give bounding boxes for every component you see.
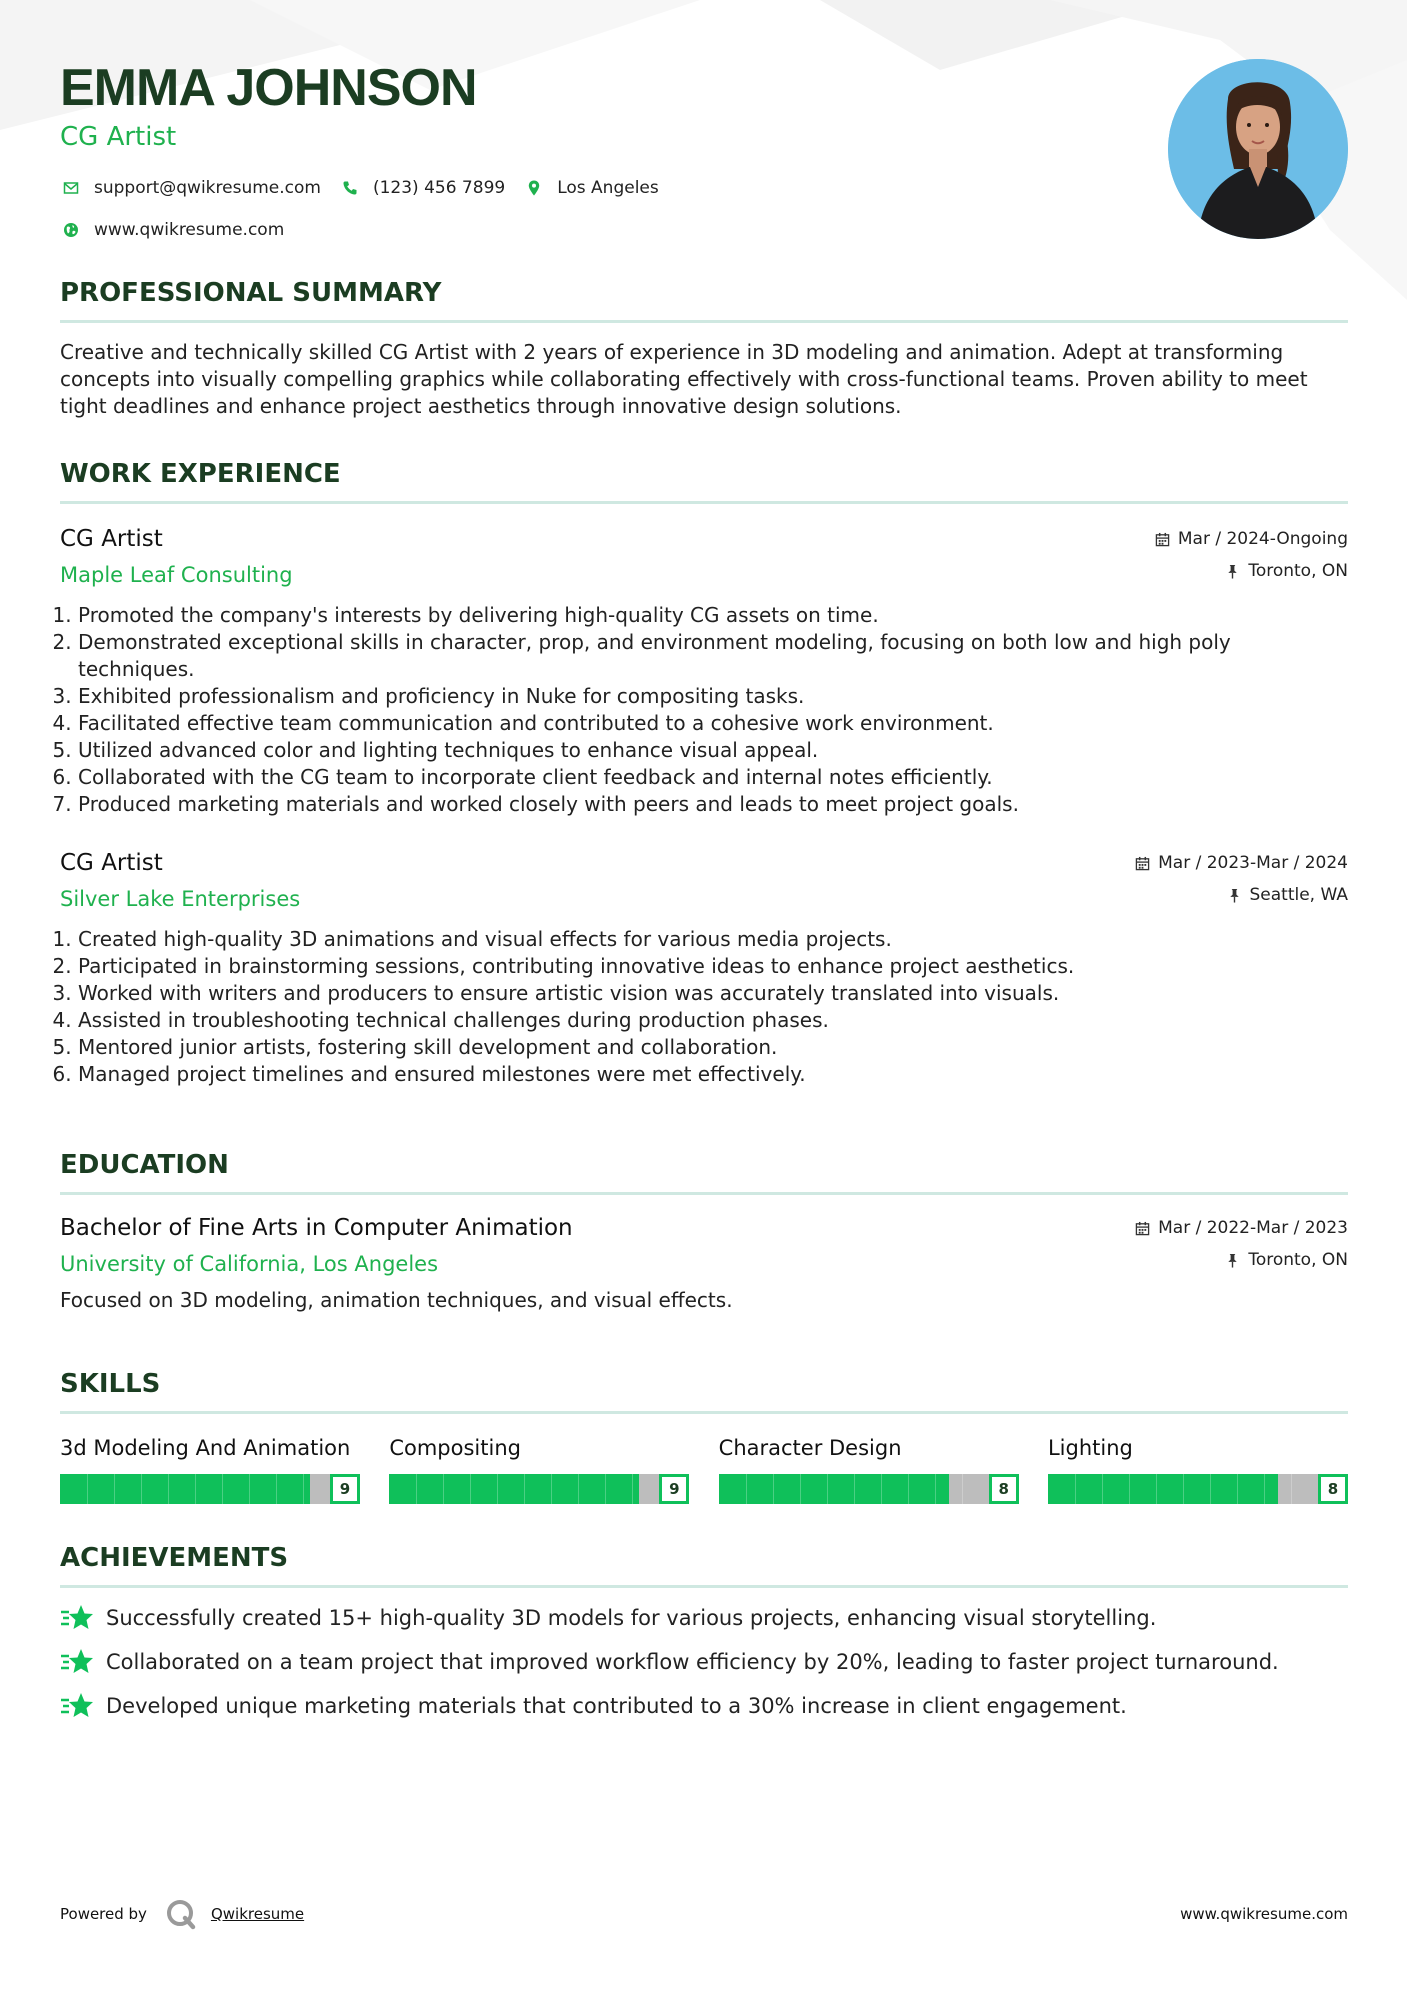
- pushpin-icon: [1225, 1253, 1240, 1268]
- job-role: [60, 524, 293, 590]
- skills-list: [60, 1434, 1348, 1504]
- list-item: 3. Worked with writers and producers to ensure artistic vision was accurately translated into visuals.: [78, 980, 1348, 1007]
- skill-bar-segment: [497, 1474, 498, 1504]
- skill-bar: [1048, 1474, 1348, 1504]
- skill-bar-segment: [854, 1474, 855, 1504]
- pushpin-icon: [1227, 888, 1242, 903]
- skill-name: Lighting: [1047, 1436, 1133, 1460]
- education-location-text: Toronto, ON: [1248, 1250, 1348, 1270]
- job-company: Silver Lake Enterprises: [60, 887, 301, 911]
- skill-bar-segment: [114, 1474, 115, 1504]
- job-location-text: Toronto, ON: [1248, 561, 1348, 581]
- skill-bar-segment: [222, 1474, 223, 1504]
- candidate-name: EMMA JOHNSON: [60, 59, 477, 117]
- achievement-text: Developed unique marketing materials that contributed to a 30% increase in client engagement.: [106, 1694, 1127, 1718]
- skill-bar-segment: [1183, 1474, 1184, 1504]
- skill-bar: [389, 1474, 689, 1504]
- education-description: Focused on 3D modeling, animation techniques, and visual effects.: [60, 1288, 733, 1312]
- email-text: support@qwikresume.com: [94, 178, 321, 198]
- header: [60, 58, 1160, 242]
- skill-bar-segment: [908, 1474, 909, 1504]
- education-location: [1135, 1245, 1348, 1275]
- skill-bar-segment: [524, 1474, 525, 1504]
- skill-item: [719, 1434, 1019, 1504]
- map-pin-icon: [523, 177, 545, 199]
- skill-bar-fill: [1048, 1474, 1278, 1504]
- calendar-icon: [1135, 856, 1150, 871]
- skill-bar-segment: [87, 1474, 88, 1504]
- job-company: Maple Leaf Consulting: [60, 563, 293, 587]
- skill-name: Character Design: [718, 1436, 902, 1460]
- job-dates-text: Mar / 2023-Mar / 2024: [1158, 853, 1348, 873]
- job-entry-1: [60, 524, 1348, 818]
- contact-email[interactable]: [60, 177, 321, 199]
- job-title: CG Artist: [60, 850, 163, 876]
- skill-bar-segment: [249, 1474, 250, 1504]
- location-text: Los Angeles: [557, 178, 659, 198]
- skill-level: 9: [659, 1474, 689, 1504]
- powered-by-label: Powered by: [60, 1905, 147, 1923]
- skill-bar-segment: [141, 1474, 142, 1504]
- star-icon: [60, 1691, 94, 1721]
- skill-name: Compositing: [389, 1436, 521, 1460]
- skill-item: [1048, 1434, 1348, 1504]
- list-item: [60, 1692, 1348, 1720]
- education-dates-text: Mar / 2022-Mar / 2023: [1158, 1218, 1348, 1238]
- skill-level: 8: [1318, 1474, 1348, 1504]
- qwikresume-logo-icon: [165, 1898, 197, 1930]
- education-header: [60, 1213, 1348, 1279]
- skill-bar-segment: [605, 1474, 606, 1504]
- contact-row-1: [60, 176, 1160, 200]
- skill-bar-segment: [470, 1474, 471, 1504]
- star-icon: [60, 1603, 94, 1633]
- contact-website[interactable]: [60, 219, 284, 241]
- skill-item: [389, 1434, 689, 1504]
- skill-bar-segment: [881, 1474, 882, 1504]
- skill-bar-segment: [1237, 1474, 1238, 1504]
- skill-bar-segment: [1291, 1474, 1292, 1504]
- job-header: [60, 524, 1348, 590]
- website-text: www.qwikresume.com: [94, 220, 285, 240]
- achievement-text: Collaborated on a team project that improved workflow efficiency by 20%, leading to faster project turnaround.: [106, 1650, 1279, 1674]
- skill-bar-segment: [1129, 1474, 1130, 1504]
- skill-bar: [719, 1474, 1019, 1504]
- skill-bar-segment: [632, 1474, 633, 1504]
- skill-bar-segment: [168, 1474, 169, 1504]
- education-meta: [1135, 1213, 1348, 1275]
- candidate-title: CG Artist: [60, 122, 177, 152]
- job-location: [1135, 880, 1348, 910]
- skill-bar-segment: [1264, 1474, 1265, 1504]
- skill-level: 9: [330, 1474, 360, 1504]
- education-entry: [60, 1213, 1348, 1314]
- education-degree: Bachelor of Fine Arts in Computer Animation: [60, 1215, 573, 1241]
- achievements-section: [60, 1541, 1348, 1720]
- skill-bar-segment: [827, 1474, 828, 1504]
- skill-item: [60, 1434, 360, 1504]
- list-item: 4. Assisted in troubleshooting technical challenges during production phases.: [78, 1007, 1348, 1034]
- footer-brand-link[interactable]: Qwikresume: [210, 1905, 305, 1923]
- job-location: [1155, 556, 1348, 586]
- list-item: 5. Utilized advanced color and lighting techniques to enhance visual appeal.: [78, 737, 1348, 764]
- job-dates: [1155, 524, 1348, 554]
- skill-bar-segment: [935, 1474, 936, 1504]
- education-dates: [1135, 1213, 1348, 1243]
- job-header: [60, 848, 1348, 914]
- list-item: [60, 1604, 1348, 1632]
- summary-section: [60, 276, 1348, 420]
- skill-bar-fill: [719, 1474, 949, 1504]
- envelope-icon: [60, 177, 82, 199]
- skill-bar-segment: [551, 1474, 552, 1504]
- skill-name: 3d Modeling And Animation: [60, 1436, 351, 1460]
- skill-bar-segment: [1210, 1474, 1211, 1504]
- job-bullets: [60, 926, 1348, 1088]
- education-section: [60, 1148, 1348, 1314]
- pushpin-icon: [1225, 564, 1240, 579]
- experience-heading: WORK EXPERIENCE: [60, 457, 1348, 504]
- summary-heading: PROFESSIONAL SUMMARY: [60, 276, 1348, 323]
- job-dates: [1135, 848, 1348, 878]
- skill-bar-segment: [416, 1474, 417, 1504]
- skills-heading: SKILLS: [60, 1367, 1348, 1414]
- list-item: 4. Facilitated effective team communication and contributed to a cohesive work environment.: [78, 710, 1348, 737]
- job-entry-2: [60, 848, 1348, 1088]
- list-item: 2. Participated in brainstorming sessions, contributing innovative ideas to enhance project aesthetics.: [78, 953, 1348, 980]
- skill-bar-fill: [60, 1474, 310, 1504]
- skill-bar-segment: [746, 1474, 747, 1504]
- summary-text: Creative and technically skilled CG Artist with 2 years of experience in 3D modeling and animation. Adept at transforming concepts into visually compelling graphics while collaborating effectively with cross-functional teams. Proven ability to meet tight deadlines and enhance project aesthetics through innovative design solutions.: [60, 340, 1308, 418]
- skill-bar-segment: [443, 1474, 444, 1504]
- achievement-text: Successfully created 15+ high-quality 3D models for various projects, enhancing visual storytelling.: [106, 1606, 1157, 1630]
- skill-bar-segment: [1156, 1474, 1157, 1504]
- footer: [60, 1898, 1348, 1930]
- skills-section: [60, 1367, 1348, 1504]
- education-school: University of California, Los Angeles: [60, 1252, 439, 1276]
- skill-bar-segment: [800, 1474, 801, 1504]
- footer-website[interactable]: www.qwikresume.com: [1180, 1905, 1348, 1923]
- star-icon: [60, 1647, 94, 1677]
- job-role: [60, 848, 300, 914]
- list-item: 7. Produced marketing materials and worked closely with peers and leads to meet project goals.: [78, 791, 1348, 818]
- skill-bar-segment: [276, 1474, 277, 1504]
- job-dates-text: Mar / 2024-Ongoing: [1177, 529, 1348, 549]
- list-item: 1. Promoted the company's interests by delivering high-quality CG assets on time.: [78, 602, 1348, 629]
- skill-bar-segment: [1075, 1474, 1076, 1504]
- list-item: 6. Collaborated with the CG team to incorporate client feedback and internal notes efficiently.: [78, 764, 1348, 791]
- achievements-list: [60, 1604, 1348, 1720]
- contact-row-2: [60, 218, 1160, 242]
- phone-icon: [339, 177, 361, 199]
- list-item: [60, 1648, 1348, 1676]
- job-meta: [1155, 524, 1348, 586]
- education-degree-block: [60, 1213, 573, 1279]
- footer-powered: [60, 1898, 304, 1930]
- skill-level: 8: [989, 1474, 1019, 1504]
- skill-bar-segment: [773, 1474, 774, 1504]
- calendar-icon: [1155, 532, 1170, 547]
- skill-bar: [60, 1474, 360, 1504]
- list-item: 2. Demonstrated exceptional skills in character, prop, and environment modeling, focusing on both low and high poly techniques.: [78, 629, 1348, 683]
- job-meta: [1135, 848, 1348, 910]
- skill-bar-segment: [962, 1474, 963, 1504]
- globe-icon: [60, 219, 82, 241]
- contact-phone[interactable]: [339, 177, 505, 199]
- skill-bar-fill: [389, 1474, 639, 1504]
- job-title: CG Artist: [60, 526, 163, 552]
- education-heading: EDUCATION: [60, 1148, 1348, 1195]
- skill-bar-segment: [195, 1474, 196, 1504]
- phone-text: (123) 456 7899: [372, 178, 506, 198]
- job-bullets: [60, 602, 1348, 818]
- job-location-text: Seattle, WA: [1249, 885, 1348, 905]
- skill-bar-segment: [1102, 1474, 1103, 1504]
- list-item: 1. Created high-quality 3D animations and visual effects for various media projects.: [78, 926, 1348, 953]
- experience-section: [60, 457, 1348, 1088]
- achievements-heading: ACHIEVEMENTS: [60, 1541, 1348, 1588]
- skill-bar-segment: [303, 1474, 304, 1504]
- contact-location: [523, 177, 659, 199]
- calendar-icon: [1135, 1221, 1150, 1236]
- list-item: 6. Managed project timelines and ensured milestones were met effectively.: [78, 1061, 1348, 1088]
- list-item: 3. Exhibited professionalism and proficiency in Nuke for compositing tasks.: [78, 683, 1348, 710]
- list-item: 5. Mentored junior artists, fostering skill development and collaboration.: [78, 1034, 1348, 1061]
- profile-photo: [1168, 59, 1348, 239]
- skill-bar-segment: [578, 1474, 579, 1504]
